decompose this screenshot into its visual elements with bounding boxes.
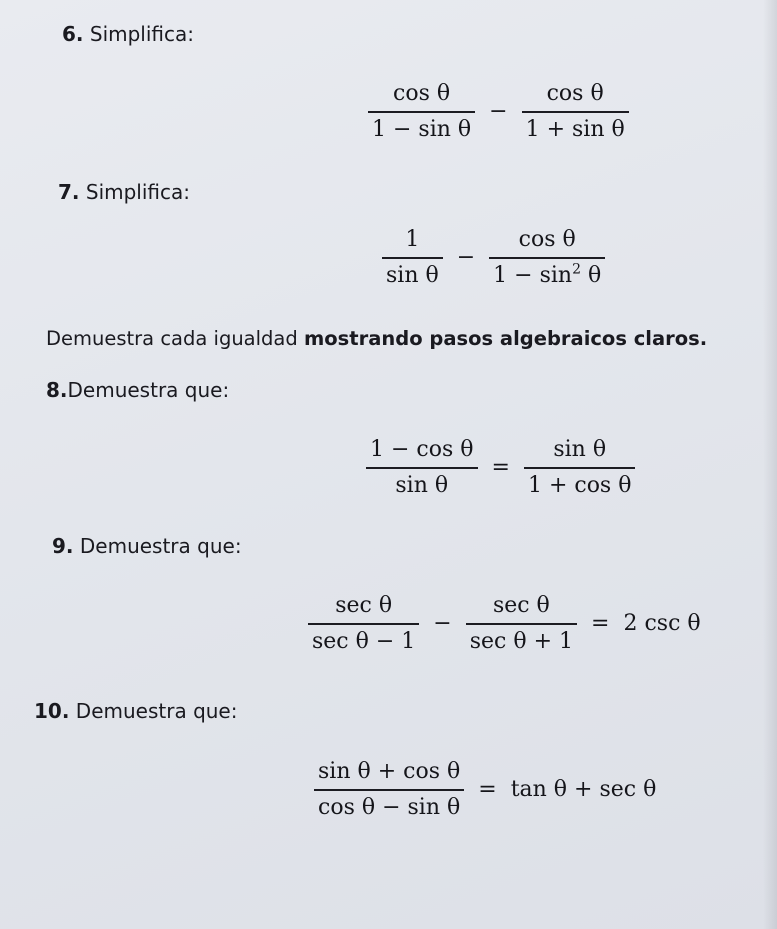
problem-number: 7.	[58, 180, 80, 204]
problem-8-heading	[46, 378, 229, 402]
fraction	[522, 80, 629, 143]
numerator: cos θ	[518, 227, 576, 252]
exponent: 2	[572, 261, 582, 278]
fraction-bar	[522, 111, 629, 113]
operator: −	[489, 99, 508, 124]
denominator-tail: θ	[581, 262, 602, 288]
fraction	[366, 436, 478, 499]
page-edge-shadow	[763, 0, 777, 929]
fraction	[489, 226, 605, 289]
equals-sign: =	[591, 611, 610, 636]
denominator: 1 + sin θ	[525, 116, 625, 142]
problem-number: 9.	[52, 534, 74, 558]
problem-6-heading	[62, 22, 194, 46]
denominator: sec θ + 1	[469, 628, 574, 654]
problem-number: 8.	[46, 378, 68, 402]
problem-label: Simplifica:	[85, 180, 191, 204]
numerator: cos θ	[546, 81, 604, 106]
denominator-base: 1 − sin	[493, 262, 573, 288]
instruction-prefix: Demuestra cada igualdad	[46, 327, 304, 350]
fraction-bar	[489, 257, 605, 259]
instruction-bold: mostrando pasos algebraicos claros.	[303, 327, 708, 350]
numerator: 1	[405, 227, 420, 252]
fraction	[314, 758, 464, 821]
problem-number: 10.	[34, 699, 70, 723]
fraction-bar	[382, 257, 443, 259]
numerator: sec θ	[335, 593, 393, 618]
problem-label: Demuestra que:	[67, 378, 230, 402]
problem-number: 6.	[62, 22, 84, 46]
denominator: sec θ − 1	[312, 628, 416, 654]
right-hand-side: 2 csc θ	[623, 611, 701, 636]
fraction-bar	[466, 623, 577, 625]
denominator: 1 + cos θ	[527, 472, 632, 498]
problem-8-expression	[360, 436, 641, 499]
numerator: sin θ + cos θ	[318, 759, 461, 784]
problem-9-heading	[52, 534, 242, 558]
denominator	[489, 262, 605, 290]
fraction	[524, 436, 636, 499]
equals-sign: =	[478, 777, 497, 802]
numerator: sin θ	[553, 437, 607, 462]
problem-label: Demuestra que:	[75, 699, 238, 723]
fraction-bar	[368, 111, 475, 113]
problem-label: Demuestra que:	[79, 534, 242, 558]
fraction	[466, 592, 577, 655]
problem-label: Simplifica:	[89, 22, 195, 46]
operator: −	[456, 245, 476, 270]
fraction	[382, 226, 443, 289]
fraction	[308, 592, 419, 655]
problem-7-expression	[376, 226, 611, 289]
fraction	[368, 80, 475, 143]
problem-7-heading	[58, 180, 190, 204]
right-hand-side: tan θ + sec θ	[510, 777, 657, 802]
denominator: 1 − sin θ	[372, 116, 472, 142]
fraction-bar	[524, 467, 636, 469]
denominator: sin θ	[395, 472, 449, 498]
denominator: sin θ	[386, 262, 439, 288]
fraction-bar	[314, 789, 464, 791]
numerator: 1 − cos θ	[370, 437, 474, 462]
fraction-bar	[366, 467, 478, 469]
operator: =	[491, 455, 510, 480]
problem-6-expression	[362, 80, 635, 143]
problem-10-heading	[34, 699, 237, 723]
problem-10-expression	[308, 758, 656, 821]
numerator: cos θ	[393, 81, 451, 106]
numerator: sec θ	[492, 593, 550, 618]
fraction-bar	[308, 623, 419, 625]
problem-9-expression	[302, 592, 701, 655]
denominator: cos θ − sin θ	[318, 794, 461, 820]
operator: −	[433, 611, 452, 636]
instruction-text	[46, 327, 707, 350]
